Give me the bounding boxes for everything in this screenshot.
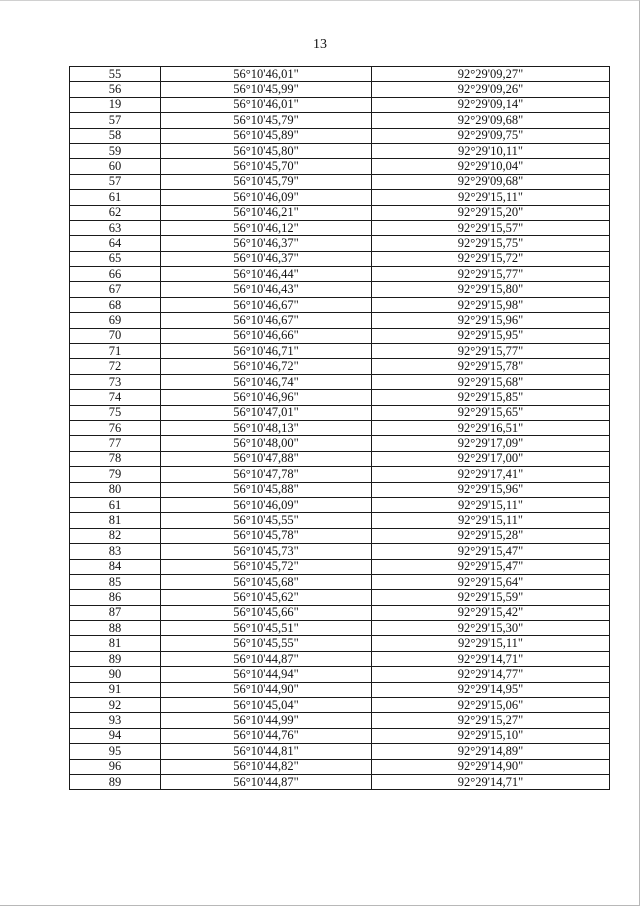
table-row <box>70 128 610 143</box>
point-number-cell: 60 <box>70 159 161 174</box>
latitude-cell: 56°10'46,37" <box>161 251 372 266</box>
point-number-cell: 82 <box>70 528 161 543</box>
table-row <box>70 390 610 405</box>
longitude-cell: 92°29'15,59" <box>372 590 610 605</box>
table-row <box>70 313 610 328</box>
latitude-cell: 56°10'44,90" <box>161 682 372 697</box>
latitude-cell: 56°10'46,09" <box>161 190 372 205</box>
point-number-cell: 93 <box>70 713 161 728</box>
table-row <box>70 297 610 312</box>
table-row <box>70 744 610 759</box>
table-row <box>70 513 610 528</box>
table-row <box>70 113 610 128</box>
table-row <box>70 605 610 620</box>
table-row <box>70 467 610 482</box>
coordinates-table <box>69 66 610 790</box>
longitude-cell: 92°29'15,42" <box>372 605 610 620</box>
table-row <box>70 544 610 559</box>
longitude-cell: 92°29'15,64" <box>372 574 610 589</box>
point-number-cell: 19 <box>70 97 161 112</box>
table-row <box>70 436 610 451</box>
longitude-cell: 92°29'15,98" <box>372 297 610 312</box>
point-number-cell: 71 <box>70 344 161 359</box>
latitude-cell: 56°10'45,79" <box>161 174 372 189</box>
point-number-cell: 89 <box>70 651 161 666</box>
table-row <box>70 282 610 297</box>
longitude-cell: 92°29'15,27" <box>372 713 610 728</box>
point-number-cell: 88 <box>70 621 161 636</box>
latitude-cell: 56°10'46,72" <box>161 359 372 374</box>
latitude-cell: 56°10'47,01" <box>161 405 372 420</box>
point-number-cell: 94 <box>70 728 161 743</box>
longitude-cell: 92°29'15,85" <box>372 390 610 405</box>
latitude-cell: 56°10'46,01" <box>161 67 372 82</box>
latitude-cell: 56°10'45,66" <box>161 605 372 620</box>
latitude-cell: 56°10'44,87" <box>161 774 372 789</box>
longitude-cell: 92°29'09,27" <box>372 67 610 82</box>
table-row <box>70 267 610 282</box>
table-row <box>70 713 610 728</box>
latitude-cell: 56°10'47,78" <box>161 467 372 482</box>
point-number-cell: 83 <box>70 544 161 559</box>
longitude-cell: 92°29'09,75" <box>372 128 610 143</box>
table-row <box>70 143 610 158</box>
point-number-cell: 61 <box>70 190 161 205</box>
latitude-cell: 56°10'46,09" <box>161 497 372 512</box>
point-number-cell: 59 <box>70 143 161 158</box>
table-row <box>70 174 610 189</box>
latitude-cell: 56°10'44,94" <box>161 667 372 682</box>
table-row <box>70 97 610 112</box>
longitude-cell: 92°29'15,96" <box>372 313 610 328</box>
point-number-cell: 56 <box>70 82 161 97</box>
latitude-cell: 56°10'45,68" <box>161 574 372 589</box>
table-row <box>70 359 610 374</box>
longitude-cell: 92°29'17,09" <box>372 436 610 451</box>
latitude-cell: 56°10'45,70" <box>161 159 372 174</box>
longitude-cell: 92°29'15,06" <box>372 698 610 713</box>
point-number-cell: 79 <box>70 467 161 482</box>
longitude-cell: 92°29'14,95" <box>372 682 610 697</box>
table-row <box>70 682 610 697</box>
point-number-cell: 86 <box>70 590 161 605</box>
longitude-cell: 92°29'15,11" <box>372 636 610 651</box>
latitude-cell: 56°10'46,43" <box>161 282 372 297</box>
table-row <box>70 621 610 636</box>
table-row <box>70 374 610 389</box>
longitude-cell: 92°29'15,47" <box>372 544 610 559</box>
latitude-cell: 56°10'45,51" <box>161 621 372 636</box>
longitude-cell: 92°29'17,41" <box>372 467 610 482</box>
table-row <box>70 405 610 420</box>
latitude-cell: 56°10'46,66" <box>161 328 372 343</box>
point-number-cell: 55 <box>70 67 161 82</box>
longitude-cell: 92°29'10,11" <box>372 143 610 158</box>
latitude-cell: 56°10'45,62" <box>161 590 372 605</box>
longitude-cell: 92°29'09,14" <box>372 97 610 112</box>
point-number-cell: 68 <box>70 297 161 312</box>
table-row <box>70 482 610 497</box>
latitude-cell: 56°10'44,81" <box>161 744 372 759</box>
longitude-cell: 92°29'15,77" <box>372 267 610 282</box>
point-number-cell: 80 <box>70 482 161 497</box>
longitude-cell: 92°29'15,80" <box>372 282 610 297</box>
longitude-cell: 92°29'15,30" <box>372 621 610 636</box>
table-row <box>70 451 610 466</box>
point-number-cell: 81 <box>70 513 161 528</box>
latitude-cell: 56°10'45,55" <box>161 636 372 651</box>
longitude-cell: 92°29'15,68" <box>372 374 610 389</box>
table-row <box>70 636 610 651</box>
latitude-cell: 56°10'45,72" <box>161 559 372 574</box>
point-number-cell: 57 <box>70 174 161 189</box>
longitude-cell: 92°29'15,10" <box>372 728 610 743</box>
point-number-cell: 85 <box>70 574 161 589</box>
longitude-cell: 92°29'15,11" <box>372 513 610 528</box>
table-row <box>70 774 610 789</box>
latitude-cell: 56°10'46,67" <box>161 313 372 328</box>
longitude-cell: 92°29'14,71" <box>372 651 610 666</box>
point-number-cell: 72 <box>70 359 161 374</box>
latitude-cell: 56°10'44,82" <box>161 759 372 774</box>
table-row <box>70 759 610 774</box>
longitude-cell: 92°29'15,11" <box>372 497 610 512</box>
latitude-cell: 56°10'46,01" <box>161 97 372 112</box>
point-number-cell: 84 <box>70 559 161 574</box>
longitude-cell: 92°29'15,72" <box>372 251 610 266</box>
table-row <box>70 574 610 589</box>
latitude-cell: 56°10'46,74" <box>161 374 372 389</box>
table-row <box>70 728 610 743</box>
latitude-cell: 56°10'44,99" <box>161 713 372 728</box>
longitude-cell: 92°29'15,28" <box>372 528 610 543</box>
latitude-cell: 56°10'46,44" <box>161 267 372 282</box>
point-number-cell: 89 <box>70 774 161 789</box>
table-row <box>70 236 610 251</box>
latitude-cell: 56°10'45,73" <box>161 544 372 559</box>
table-row <box>70 528 610 543</box>
point-number-cell: 63 <box>70 220 161 235</box>
table-row <box>70 590 610 605</box>
longitude-cell: 92°29'15,75" <box>372 236 610 251</box>
table-row <box>70 328 610 343</box>
longitude-cell: 92°29'10,04" <box>372 159 610 174</box>
table-row <box>70 497 610 512</box>
table-row <box>70 651 610 666</box>
point-number-cell: 61 <box>70 497 161 512</box>
point-number-cell: 65 <box>70 251 161 266</box>
longitude-cell: 92°29'15,78" <box>372 359 610 374</box>
longitude-cell: 92°29'15,77" <box>372 344 610 359</box>
coordinates-table-body <box>70 67 610 790</box>
longitude-cell: 92°29'15,20" <box>372 205 610 220</box>
point-number-cell: 75 <box>70 405 161 420</box>
latitude-cell: 56°10'48,13" <box>161 420 372 435</box>
point-number-cell: 81 <box>70 636 161 651</box>
latitude-cell: 56°10'46,71" <box>161 344 372 359</box>
longitude-cell: 92°29'09,26" <box>372 82 610 97</box>
latitude-cell: 56°10'44,76" <box>161 728 372 743</box>
latitude-cell: 56°10'46,96" <box>161 390 372 405</box>
point-number-cell: 77 <box>70 436 161 451</box>
point-number-cell: 62 <box>70 205 161 220</box>
point-number-cell: 70 <box>70 328 161 343</box>
longitude-cell: 92°29'14,90" <box>372 759 610 774</box>
point-number-cell: 66 <box>70 267 161 282</box>
latitude-cell: 56°10'45,89" <box>161 128 372 143</box>
point-number-cell: 91 <box>70 682 161 697</box>
point-number-cell: 78 <box>70 451 161 466</box>
table-row <box>70 420 610 435</box>
table-row <box>70 190 610 205</box>
latitude-cell: 56°10'45,88" <box>161 482 372 497</box>
point-number-cell: 58 <box>70 128 161 143</box>
longitude-cell: 92°29'14,71" <box>372 774 610 789</box>
longitude-cell: 92°29'15,47" <box>372 559 610 574</box>
page-number: 13 <box>313 37 327 52</box>
point-number-cell: 87 <box>70 605 161 620</box>
longitude-cell: 92°29'15,57" <box>372 220 610 235</box>
longitude-cell: 92°29'16,51" <box>372 420 610 435</box>
table-row <box>70 159 610 174</box>
longitude-cell: 92°29'09,68" <box>372 113 610 128</box>
latitude-cell: 56°10'45,55" <box>161 513 372 528</box>
point-number-cell: 73 <box>70 374 161 389</box>
latitude-cell: 56°10'47,88" <box>161 451 372 466</box>
table-row <box>70 698 610 713</box>
longitude-cell: 92°29'14,77" <box>372 667 610 682</box>
latitude-cell: 56°10'45,80" <box>161 143 372 158</box>
table-row <box>70 559 610 574</box>
latitude-cell: 56°10'45,04" <box>161 698 372 713</box>
longitude-cell: 92°29'14,89" <box>372 744 610 759</box>
latitude-cell: 56°10'45,78" <box>161 528 372 543</box>
table-row <box>70 251 610 266</box>
table-row <box>70 82 610 97</box>
point-number-cell: 67 <box>70 282 161 297</box>
longitude-cell: 92°29'17,00" <box>372 451 610 466</box>
latitude-cell: 56°10'45,99" <box>161 82 372 97</box>
latitude-cell: 56°10'48,00" <box>161 436 372 451</box>
table-row <box>70 67 610 82</box>
table-row <box>70 344 610 359</box>
table-row <box>70 205 610 220</box>
longitude-cell: 92°29'15,95" <box>372 328 610 343</box>
point-number-cell: 95 <box>70 744 161 759</box>
point-number-cell: 69 <box>70 313 161 328</box>
latitude-cell: 56°10'46,12" <box>161 220 372 235</box>
latitude-cell: 56°10'44,87" <box>161 651 372 666</box>
point-number-cell: 76 <box>70 420 161 435</box>
longitude-cell: 92°29'15,65" <box>372 405 610 420</box>
point-number-cell: 90 <box>70 667 161 682</box>
latitude-cell: 56°10'45,79" <box>161 113 372 128</box>
table-row <box>70 667 610 682</box>
longitude-cell: 92°29'09,68" <box>372 174 610 189</box>
point-number-cell: 92 <box>70 698 161 713</box>
longitude-cell: 92°29'15,11" <box>372 190 610 205</box>
latitude-cell: 56°10'46,67" <box>161 297 372 312</box>
latitude-cell: 56°10'46,21" <box>161 205 372 220</box>
point-number-cell: 74 <box>70 390 161 405</box>
table-row <box>70 220 610 235</box>
point-number-cell: 96 <box>70 759 161 774</box>
latitude-cell: 56°10'46,37" <box>161 236 372 251</box>
point-number-cell: 64 <box>70 236 161 251</box>
longitude-cell: 92°29'15,96" <box>372 482 610 497</box>
point-number-cell: 57 <box>70 113 161 128</box>
